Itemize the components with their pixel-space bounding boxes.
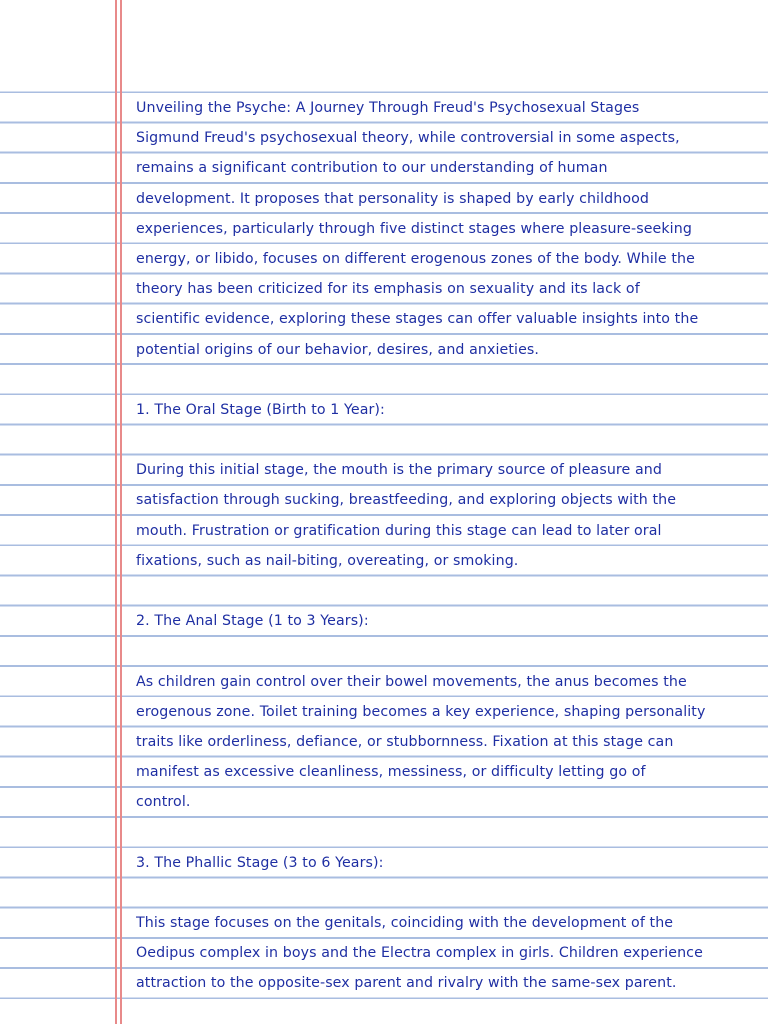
handwritten-text — [136, 93, 746, 999]
phallic-line: attraction to the opposite-sex parent and rivalry with the same-sex parent. — [136, 975, 677, 992]
intro-line: scientific evidence, exploring these stages can offer valuable insights into the — [136, 311, 699, 328]
anal-line: As children gain control over their bowel movements, the anus becomes the — [136, 673, 687, 690]
intro-line: experiences, particularly through five distinct stages where pleasure-seeking — [136, 220, 692, 237]
phallic-line: Oedipus complex in boys and the Electra complex in girls. Children experience — [136, 945, 703, 962]
section-heading-oral: 1. The Oral Stage (Birth to 1 Year): — [136, 401, 385, 418]
phallic-line: This stage focuses on the genitals, coinciding with the development of the — [136, 915, 674, 932]
oral-line: fixations, such as nail-biting, overeating, or smoking. — [136, 552, 519, 569]
margin-line — [120, 0, 122, 1024]
intro-line: potential origins of our behavior, desires, and anxieties. — [136, 341, 540, 358]
oral-line: During this initial stage, the mouth is the primary source of pleasure and — [136, 462, 662, 479]
section-heading-anal: 2. The Anal Stage (1 to 3 Years): — [136, 613, 369, 630]
page-title: Unveiling the Psyche: A Journey Through Freud's Psychosexual Stages — [136, 100, 640, 116]
anal-line: manifest as excessive cleanliness, messiness, or difficulty letting go of — [136, 764, 646, 781]
intro-line: Sigmund Freud's psychosexual theory, while controversial in some aspects, — [136, 130, 680, 147]
anal-line: erogenous zone. Toilet training becomes a key experience, shaping personality — [136, 703, 706, 720]
intro-line: theory has been criticized for its emphasis on sexuality and its lack of — [136, 281, 640, 298]
anal-line: traits like orderliness, defiance, or stubbornness. Fixation at this stage can — [136, 733, 674, 750]
intro-line: development. It proposes that personality is shaped by early childhood — [136, 190, 650, 207]
section-heading-phallic: 3. The Phallic Stage (3 to 6 Years): — [136, 854, 384, 871]
intro-line: energy, or libido, focuses on different erogenous zones of the body. While the — [136, 250, 695, 267]
margin-line — [115, 0, 117, 1024]
oral-line: mouth. Frustration or gratification during this stage can lead to later oral — [136, 522, 662, 539]
oral-line: satisfaction through sucking, breastfeeding, and exploring objects with the — [136, 492, 677, 509]
anal-line: control. — [136, 794, 191, 811]
intro-line: remains a significant contribution to our understanding of human — [136, 160, 608, 177]
